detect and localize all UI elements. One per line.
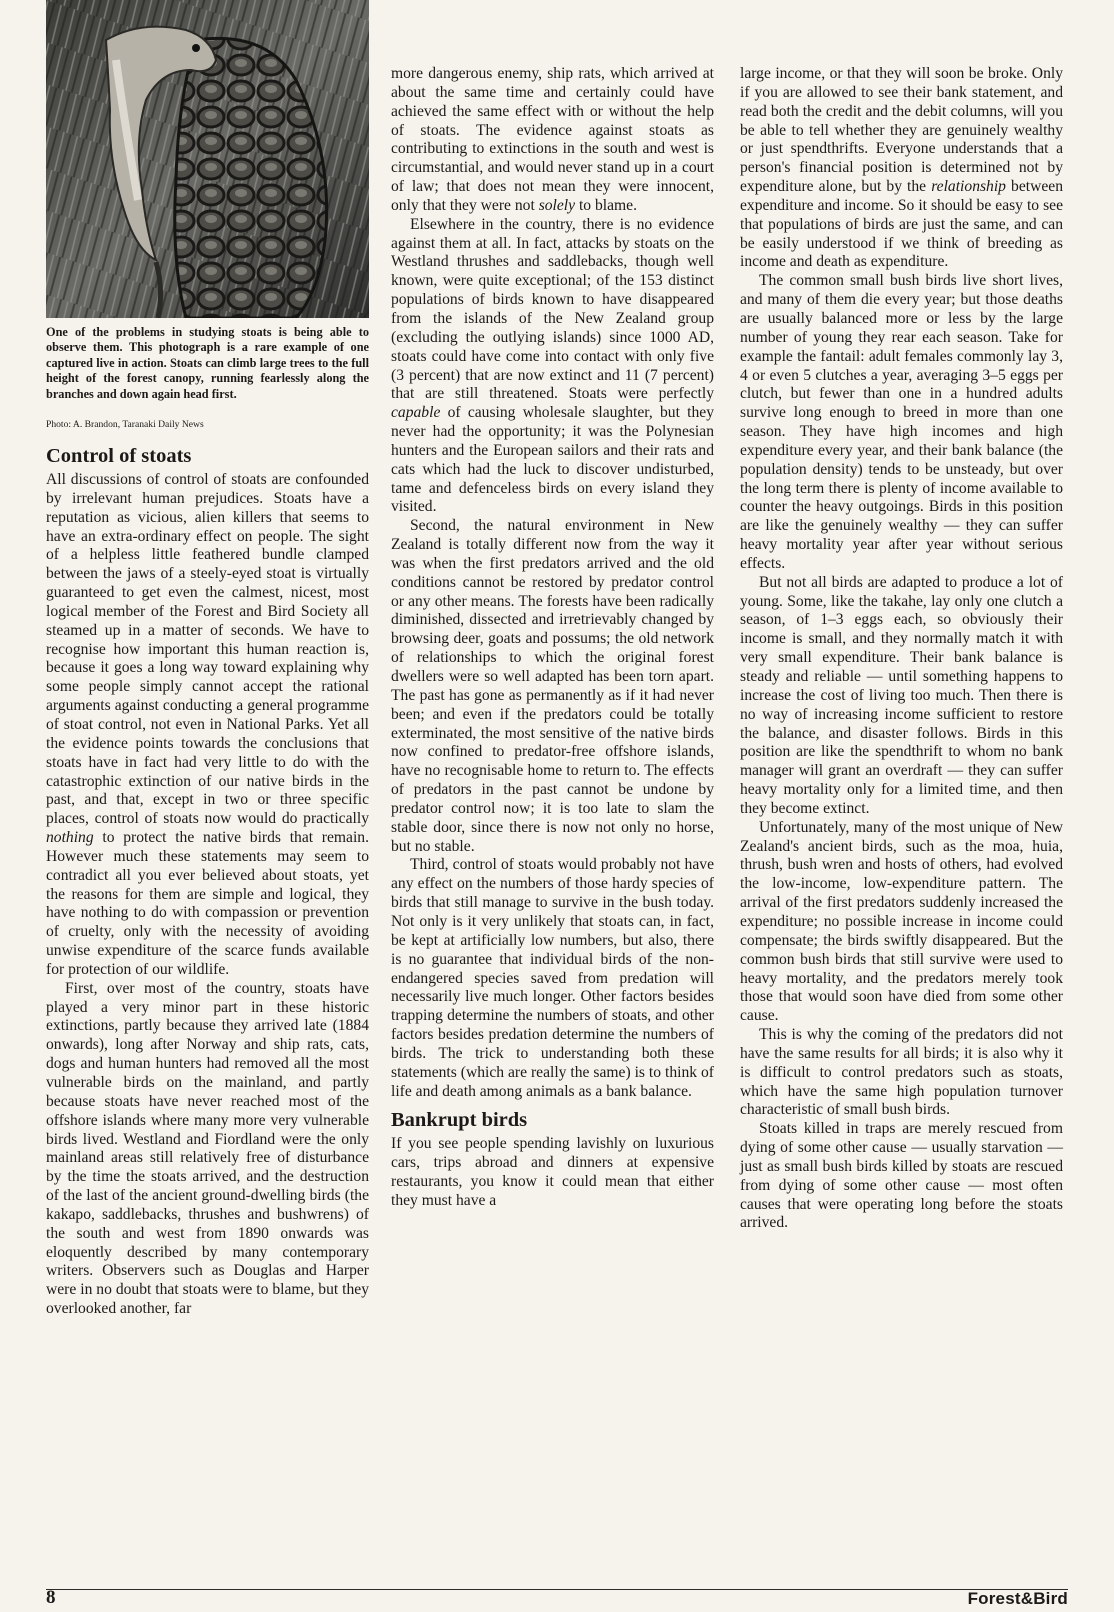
stoat-photograph: [46, 0, 369, 318]
paragraph: more dangerous enemy, ship rats, which arrived at about the same time and certainly could have achieved the same effect with or without the help of stoats. The evidence against stoats as contributing to extinctions in the south and west is circumstantial, and would never stand up in a court of law; that does not mean they were innocent, only that they were not solely to blame.: [391, 65, 714, 214]
paragraph: This is why the coming of the predators did not have the same results for all birds; it is also why it is difficult to control predators such as stoats, which have the same high population turnover characteristic of small bush birds.: [740, 1026, 1063, 1119]
paragraph: Stoats killed in traps are merely rescued from dying of some other cause — usually starvation — just as small bush birds killed by stoats are rescued from dying of some other cause — most often causes that were operating long before the stoats arrived.: [740, 1120, 1063, 1232]
stoat-photo-image: [46, 0, 369, 318]
paragraph: But not all birds are adapted to produce a lot of young. Some, like the takahe, lay only one clutch a season, of 1–3 eggs each, so obviously their income is small, and they normally match it with very small expenditure. Their bank balance is steady and reliable — until something happens to increase the cost of living too much. Then there is no way of increasing income sufficient to restore the balance, and disaster follows. Birds in this position are like the spendthrift to whom no bank manager will grant an overdraft — they can suffer heavy mortality only for a limited time, and then they become extinct.: [740, 573, 1063, 817]
paragraph: First, over most of the country, stoats have played a very minor part in these historic extinctions, partly because they arrived late (1884 onwards), long after Norway and ship rats, cats, dogs and human hunters had removed all the most vulnerable birds on the mainland, and partly because stoats have never reached most of the offshore islands where many more very vulnerable birds lived. Westland and Fiordland were the only mainland areas still relatively free of disturbance by the time the stoats arrived, and the destruction of the last of the ancient ground-dwelling birds (the kakapo, saddlebacks, thrushes and bushwrens) of the south and west from 1890 onwards was eloquently described by many contemporary writers. Observers such as Douglas and Harper were in no doubt that stoats were to blame, but they overlooked another, far: [46, 979, 369, 1318]
page-number: 8: [46, 1587, 56, 1608]
photo-caption: One of the problems in studying stoats is being able to observe them. This photograph is a rare example of one captured live in action. Stoats can climb large trees to the full height of the forest canopy, running fearlessly along the branches and down again head first.: [46, 325, 369, 401]
paragraph: Third, control of stoats would probably not have any effect on the numbers of those hardy species of birds that still manage to survive in the bush today. Not only is it very unlikely that stoats can, in fact, be kept at artificially low numbers, but also, there is no guarantee that individual birds of the non-endangered species saved from predation will necessarily live much longer. Other factors besides trapping determine the numbers of stoats, and other factors besides predation determine the numbers of birds. The trick to understanding both these statements (which are really the same) is to think of life and death among animals as a bank balance.: [391, 856, 714, 1100]
photo-credit: Photo: A. Brandon, Taranaki Daily News: [46, 419, 204, 430]
paragraph: Second, the natural environment in New Zealand is totally different now from the way it was when the first predators arrived and the old conditions cannot be restored by predator control or any other means. The forests have been radically diminished, dissected and irretrievably changed by browsing deer, goats and possums; the old network of relationships to which the original forest dwellers were so well adapted has been torn apart. The past has gone as permanently as if it had never been; and even if the predators could be totally exterminated, the most sensitive of the native birds now confined to predator-free offshore islands, have no recognisable home to return to. The effects of predators in the past cannot be undone by predator control now; it is too late to slam the stable door, since there is now not only no horse, but no stable.: [391, 517, 714, 855]
paragraph: Unfortunately, many of the most unique of New Zealand's ancient birds, such as the moa, huia, thrush, bush wren and hosts of others, had evolved the low-income, low-expenditure pattern. The arrival of the first predators suddenly increased the expenditure; no possible increase in income could compensate; the birds swiftly disappeared. But the common bush birds that still survive were used to heavy mortality, and the predators merely took those that would soon have died from some other cause.: [740, 818, 1063, 1025]
article-column-1: [46, 444, 369, 1319]
paragraph: large income, or that they will soon be broke. Only if you are allowed to see their bank statement, and read both the credit and the debit columns, will you be able to tell whether they are genuinely wealthy or just spendthrifts. Everyone understands that a person's financial position is determined not by expenditure alone, but by the relationship between expenditure and income. So it should be easy to see that populations of birds are just the same, and can be easily understood if we think of breeding as income and death as expenditure.: [740, 65, 1064, 271]
article-column-3: [740, 65, 1063, 1233]
paragraph: All discussions of control of stoats are confounded by irrelevant human prejudices. Stoats have a reputation as vicious, alien killers that seems to have an extra-ordinary effect on people. The sight of a helpless little feathered bundle clamped between the jaws of a steely-eyed stoat is virtually guaranteed to get even the calmest, nicest, most logical member of the Forest and Bird Society all steamed up in a matter of seconds. We have to recognise how important this human reaction is, because it goes a long way toward explaining why some people simply cannot accept the rational arguments against conducting a general programme of stoat control, not even in National Parks. Yet all the evidence points towards the conclusions that stoats have in fact had very little to do with the catastrophic extinction of our native birds in the past, and that, except in two or three specific places, control of stoats now would do practically nothing to protect the native birds that remain. However much these statements may seem to contradict all you ever believed about stoats, yet the reasons for them are simple and logical, they have nothing to do with compassion or prevention of cruelty, only with the necessity of avoiding unwise expenditure of the scarce funds available for protection of our wildlife.: [46, 471, 369, 978]
section-heading-control: Control of stoats: [46, 445, 192, 467]
footer-rule: [46, 1589, 1068, 1590]
magazine-name: Forest&Bird: [967, 1589, 1068, 1608]
paragraph: Elsewhere in the country, there is no evidence against them at all. In fact, attacks by stoats on the Westland thrushes and saddlebacks, though well known, were quite exceptional; of the 153 distinct populations of birds known to have disappeared from the islands of the New Zealand group (excluding the outlying islands) since 1000 AD, stoats could have come into contact with only five (3 percent) that are now extinct and 11 (7 percent) that are still threatened. Stoats were perfectly capable of causing wholesale slaughter, but they never had the opportunity; it was the Polynesian hunters and the European sailors and their rats and cats which had the luck to discover undisturbed, tame and defenceless birds on every island they visited.: [391, 215, 714, 516]
article-column-2: [391, 65, 714, 1211]
section-heading-bankrupt: Bankrupt birds: [391, 1109, 528, 1132]
paragraph: If you see people spending lavishly on luxurious cars, trips abroad and dinners at expensive restaurants, you know it could mean that either they must have a: [391, 1135, 714, 1209]
paragraph: The common small bush birds live short lives, and many of them die every year; but those deaths are usually balanced more or less by the large number of young they rear each season. Take for example the fantail: adult females commonly lay 3, 4 or even 5 clutches a year, averaging 3–5 eggs per clutch, but fewer than one in a hundred adults survive long enough to breed in more than one season. They have high incomes and high expenditure every year, and their bank balance (the population density) tends to be unsteady, but over the long term there is plenty of income available to counter the heavy outgoings. Birds in this position are like the genuinely wealthy — they can suffer heavy mortality year after year without serious effects.: [740, 272, 1063, 572]
